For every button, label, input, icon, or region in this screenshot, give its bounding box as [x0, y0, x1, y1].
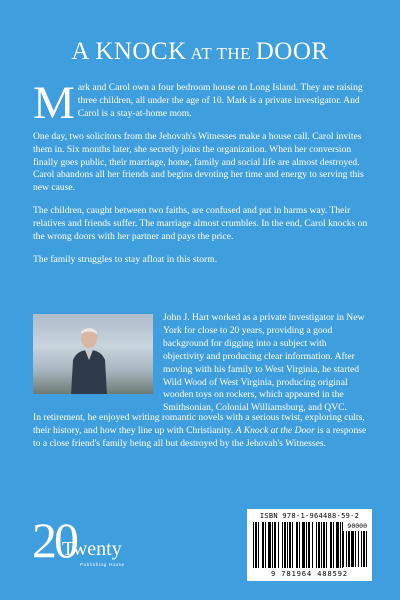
barcode-bar: [278, 522, 279, 568]
barcode-bar: [358, 531, 359, 567]
synopsis-paragraph-4: The family struggles to stay afloat in this storm.: [33, 253, 218, 265]
retirement-text-before: In retirement, he enjoyed writing romantic novels with a serious twist, exploring cults, their history, and how they line up with Christianity.: [33, 412, 365, 436]
barcode-bar: [333, 522, 334, 568]
barcode-bar: [343, 531, 344, 567]
barcode-bar: [316, 522, 317, 568]
synopsis-paragraph-3: The children, caught between two faiths, are confused and put in harms way. Their relatives and friends suffer. The marriage almost crumbles. In the end, Carol knocks on the wrong doors with her partner and pays the price.: [33, 205, 368, 243]
barcode-bar: [346, 531, 347, 567]
barcode-box: [247, 509, 372, 581]
barcode-bar: [366, 531, 367, 567]
barcode-bar: [255, 522, 257, 568]
barcode-bar: [318, 522, 320, 568]
barcode-bar: [282, 522, 283, 568]
barcode-bar: [336, 522, 339, 568]
barcode-bar: [268, 522, 271, 568]
barcode-bar: [326, 522, 327, 568]
synopsis-text-1: ark and Carol own a four bedroom house on Long Island. They are raising three children, all under the age of 10. Mark is a private investigator. And Carol is a stay-at-home mom.: [77, 82, 363, 119]
price-code: 90000: [347, 522, 367, 530]
barcode-bar: [258, 522, 259, 568]
barcode-bar: [262, 522, 264, 568]
barcode-bar: [312, 522, 313, 568]
barcode-digits: 9 781964 488592: [271, 569, 348, 578]
barcode-bar: [299, 522, 300, 568]
synopsis-paragraph-1: [33, 77, 368, 129]
logo-number: 20: [32, 512, 76, 568]
barcode-bar: [274, 522, 276, 568]
barcode-bar: [306, 522, 307, 568]
synopsis-paragraph-2: One day, two solicitors from the Jehovah's Witnesses make a house call. Carol invites them in. Six months later, she secretly joins the organization. When her conversion finally goes public, their marriage, home, family and social life are almost destroyed. Carol abandons all her friends and begins devoting her time and energy to serving this new cause.: [33, 130, 364, 194]
synopsis: [33, 77, 368, 277]
author-photo: [33, 314, 153, 394]
barcode-bar: [287, 522, 288, 568]
barcode-bar: [340, 522, 341, 568]
barcode-bars: [253, 522, 343, 568]
barcode-bar: [272, 522, 273, 568]
isbn-label: ISBN 978-1-964488-59-2: [259, 512, 360, 520]
barcode-bar: [253, 522, 254, 568]
barcode-bar: [284, 522, 286, 568]
barcode-bar: [296, 522, 298, 568]
title-part-1: A KNOCK: [71, 38, 187, 65]
addon-barcode-bars: [343, 531, 367, 567]
barcode-bar: [361, 531, 362, 567]
logo-tagline: Publishing House: [80, 562, 125, 567]
barcode-bar: [363, 531, 365, 567]
author-bio: [163, 312, 368, 415]
drop-cap: M: [33, 77, 75, 129]
barcode-bar: [351, 531, 354, 567]
publisher-logo: [32, 512, 172, 576]
logo-word: Twenty: [62, 538, 122, 560]
retirement-section: [33, 412, 368, 451]
barcode-bar: [321, 522, 322, 568]
barcode-bar: [265, 522, 266, 568]
author-bio-text: John J. Hart worked as a private investigator in New York for close to 20 years, providing a good background for digging into a subject with objectivity and producing clear information. After moving with his family to West Virginia, he started Wild Wood of West Virginia, producing original wooden toys on rockers, which appeared in the Smithsonian, Colonial Williamsburg, and QVC.: [163, 312, 365, 414]
barcode-bar: [302, 522, 305, 568]
barcode-bar: [330, 522, 332, 568]
title-part-2: AT THE: [186, 44, 256, 63]
author-portrait-image: [67, 324, 111, 394]
barcode-bar: [292, 522, 293, 568]
retirement-paragraph: [33, 412, 368, 451]
retirement-text-after: is a response to a close friend's family being all but destroyed by the Jehovah's Witnesses.: [33, 424, 367, 449]
barcode-bar: [323, 522, 325, 568]
barcode-bar: [289, 522, 291, 568]
barcode-bar: [308, 522, 310, 568]
title-part-3: DOOR: [255, 38, 329, 65]
barcode-bar: [348, 531, 350, 567]
book-title: [0, 38, 400, 66]
retirement-book-title: A Knock at the Door: [235, 424, 315, 436]
barcode-bar: [355, 531, 356, 567]
